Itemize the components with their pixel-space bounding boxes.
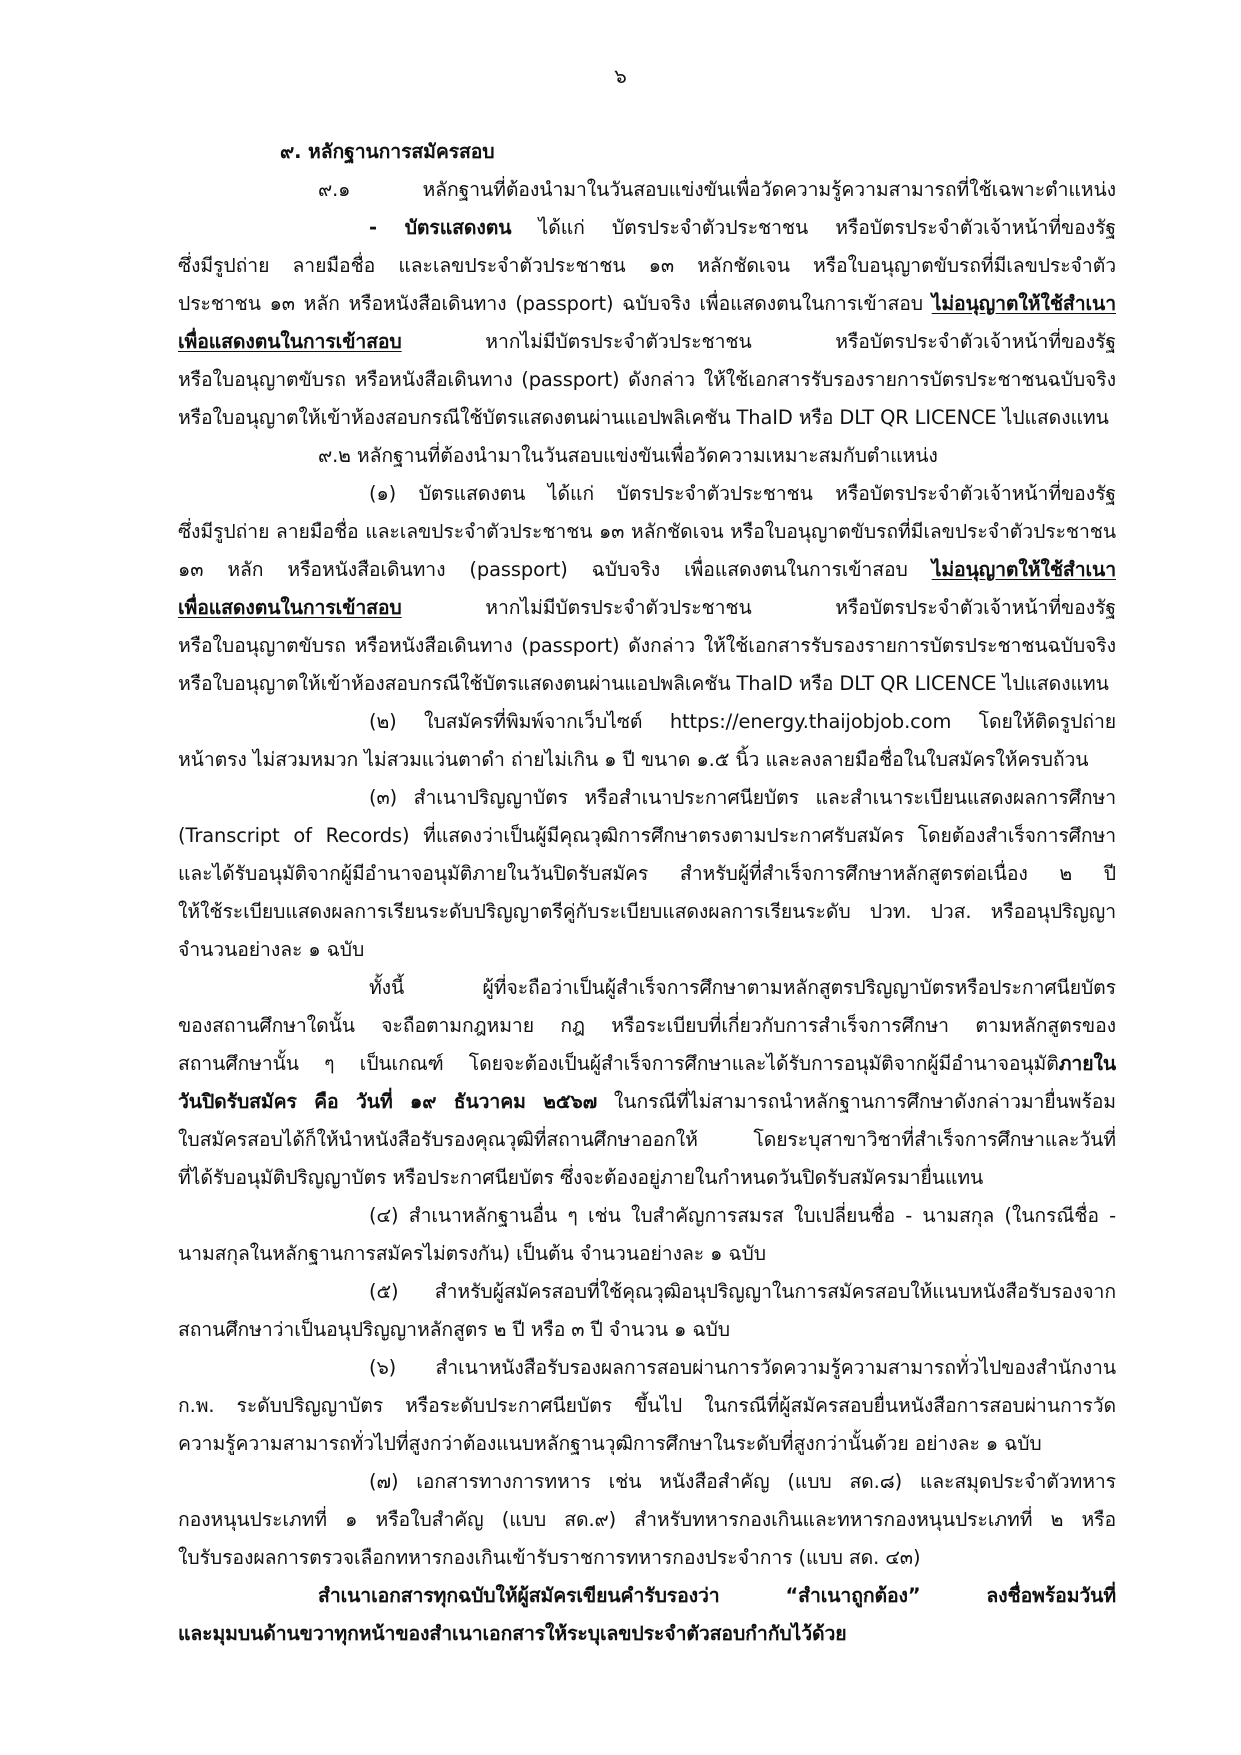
s92-item3: (๓) สำเนาปริญญาบัตร หรือสำเนาประกาศนียบัตร และสำเนาระเบียนแสดงผลการศึกษา — [369, 786, 1116, 809]
s92-item5: (๕) สำหรับผู้สมัครสอบที่ใช้คุณวุฒิอนุปริญญาในการสมัครสอบให้แนบหนังสือรับรองจาก — [369, 1280, 1116, 1303]
s92-note: วันปิดรับสมัคร คือ วันที่ ๑๙ ธันวาคม ๒๕๖๗ ในกรณีที่ไม่สามารถนำหลักฐานการศึกษาดังกล่าวมายื่นพร้อม — [178, 1090, 1116, 1113]
s92-item1: หรือใบอนุญาตขับรถ หรือหนังสือเดินทาง (passport) ดังกล่าว ให้ใช้เอกสารรับรองรายการบัตรประชาชนฉบับจริง — [178, 634, 1116, 657]
deadline-date: วันปิดรับสมัคร คือ วันที่ ๑๙ ธันวาคม ๒๕๖๗ — [178, 1090, 598, 1113]
s92-note: ทั้งนี้ ผู้ที่จะถือว่าเป็นผู้สำเร็จการศึกษาตามหลักสูตรปริญญาบัตรหรือประกาศนียบัตร — [369, 976, 1116, 999]
s92-item1: หรือใบอนุญาตให้เข้าห้องสอบกรณีใช้บัตรแสดงตนผ่านแอปพลิเคชัน ThaID หรือ DLT QR LICENCE ไปแสดงแทน — [178, 672, 1109, 695]
final-note: และมุมบนด้านขวาทุกหน้าของสำเนาเอกสารให้ระบุเลขประจำตัวสอบกำกับไว้ด้วย — [178, 1622, 847, 1645]
s91-title: ๙.๑ หลักฐานที่ต้องนำมาในวันสอบแข่งขันเพื่อวัดความรู้ความสามารถที่ใช้เฉพาะตำแหน่ง — [318, 178, 1116, 201]
s91-line: เพื่อแสดงตนในการเข้าสอบ หากไม่มีบัตรประจำตัวประชาชน หรือบัตรประจำตัวเจ้าหน้าที่ของรัฐ — [178, 330, 1116, 353]
s92-item1: ๑๓ หลัก หรือหนังสือเดินทาง (passport) ฉบับจริง เพื่อแสดงตนในการเข้าสอบ ไม่อนุญาตให้ใช้สำเนา — [178, 558, 1116, 581]
s92-item3: และได้รับอนุมัติจากผู้มีอำนาจอนุมัติภายในวันปิดรับสมัคร สำหรับผู้ที่สำเร็จการศึกษาหลักสูตรต่อเนื่อง ๒ ปี — [178, 862, 1116, 885]
s91-idcard-label: - บัตรแสดงตน — [369, 216, 512, 239]
s92-item7: ใบรับรองผลการตรวจเลือกทหารกองเกินเข้ารับราชการทหารกองประจำการ (แบบ สด. ๔๓) — [178, 1546, 921, 1569]
s91-line: ซึ่งมีรูปถ่าย ลายมือชื่อ และเลขประจำตัวประชาชน ๑๓ หลักชัดเจน หรือใบอนุญาตขับรถที่มีเลขประจำตัว — [178, 254, 1116, 277]
no-copy-warning-cont: เพื่อแสดงตนในการเข้าสอบ — [178, 330, 402, 353]
s92-note: สถานศึกษานั้น ๆ เป็นเกณฑ์ โดยจะต้องเป็นผู้สำเร็จการศึกษาและได้รับการอนุมัติจากผู้มีอำนาจอนุมัติภายใน — [178, 1052, 1116, 1075]
s92-item3: ให้ใช้ระเบียบแสดงผลการเรียนระดับปริญญาตรีคู่กับระเบียบแสดงผลการเรียนระดับ ปวท. ปวส. หรืออนุปริญญา — [178, 900, 1116, 923]
s92-item6: ความรู้ความสามารถทั่วไปที่สูงกว่าต้องแนบหลักฐานวุฒิการศึกษาในระดับที่สูงกว่านั้นด้วย อย่างละ ๑ ฉบับ — [178, 1432, 1042, 1455]
s91-line: - บัตรแสดงตน ได้แก่ บัตรประจำตัวประชาชน หรือบัตรประจำตัวเจ้าหน้าที่ของรัฐ — [369, 216, 1116, 239]
deadline-text: ภายใน — [1058, 1052, 1116, 1075]
s92-item3: (Transcript of Records) ที่แสดงว่าเป็นผู้มีคุณวุฒิการศึกษาตรงตามประกาศรับสมัคร โดยต้องสำเร็จการศึกษา — [178, 824, 1116, 847]
s92-note: ของสถานศึกษาใดนั้น จะถือตามกฎหมาย กฎ หรือระเบียบที่เกี่ยวกับการสำเร็จการศึกษา ตามหลักสูตรของ — [178, 1014, 1116, 1037]
s92-item1: ซึ่งมีรูปถ่าย ลายมือชื่อ และเลขประจำตัวประชาชน ๑๓ หลักชัดเจน หรือใบอนุญาตขับรถที่มีเลขประจำตัวประชาชน — [178, 520, 1116, 543]
s92-item3: จำนวนอย่างละ ๑ ฉบับ — [178, 938, 365, 961]
no-copy-warning-cont: เพื่อแสดงตนในการเข้าสอบ — [178, 596, 402, 619]
s92-note: ใบสมัครสอบได้ก็ให้นำหนังสือรับรองคุณวุฒิที่สถานศึกษาออกให้ โดยระบุสาขาวิชาที่สำเร็จการศึกษาและวันที่ — [178, 1128, 1116, 1151]
no-copy-warning: ไม่อนุญาตให้ใช้สำเนา — [931, 292, 1116, 315]
s92-item4: (๔) สำเนาหลักฐานอื่น ๆ เช่น ใบสำคัญการสมรส ใบเปลี่ยนชื่อ - นามสกุล (ในกรณีชื่อ - — [369, 1204, 1116, 1227]
s91-line: หรือใบอนุญาตขับรถ หรือหนังสือเดินทาง (passport) ดังกล่าว ให้ใช้เอกสารรับรองรายการบัตรประชาชนฉบับจริง — [178, 368, 1116, 391]
s92-item1: เพื่อแสดงตนในการเข้าสอบ หากไม่มีบัตรประจำตัวประชาชน หรือบัตรประจำตัวเจ้าหน้าที่ของรัฐ — [178, 596, 1116, 619]
s92-item7: กองหนุนประเภทที่ ๑ หรือใบสำคัญ (แบบ สด.๙) สำหรับทหารกองเกินและทหารกองหนุนประเภทที่ ๒ หรือ — [178, 1508, 1116, 1531]
s92-item1: (๑) บัตรแสดงตน ได้แก่ บัตรประจำตัวประชาชน หรือบัตรประจำตัวเจ้าหน้าที่ของรัฐ — [369, 482, 1116, 505]
s92-item4: นามสกุลในหลักฐานการสมัครไม่ตรงกัน) เป็นต้น จำนวนอย่างละ ๑ ฉบับ — [178, 1242, 766, 1265]
s92-item5: สถานศึกษาว่าเป็นอนุปริญญาหลักสูตร ๒ ปี หรือ ๓ ปี จำนวน ๑ ฉบับ — [178, 1318, 730, 1341]
s92-item7: (๗) เอกสารทางการทหาร เช่น หนังสือสำคัญ (แบบ สด.๘) และสมุดประจำตัวทหาร — [369, 1470, 1116, 1493]
s91-line: ประชาชน ๑๓ หลัก หรือหนังสือเดินทาง (passport) ฉบับจริง เพื่อแสดงตนในการเข้าสอบ ไม่อนุญาตให้ใช้สำเนา — [178, 292, 1116, 315]
s92-item6: ก.พ. ระดับปริญญาบัตร หรือระดับประกาศนียบัตร ขึ้นไป ในกรณีที่ผู้สมัครสอบยื่นหนังสือการสอบผ่านการวัด — [178, 1394, 1116, 1417]
s92-item6: (๖) สำเนาหนังสือรับรองผลการสอบผ่านการวัดความรู้ความสามารถทั่วไปของสำนักงาน — [369, 1356, 1116, 1379]
s92-item2: หน้าตรง ไม่สวมหมวก ไม่สวมแว่นตาดำ ถ่ายไม่เกิน ๑ ปี ขนาด ๑.๕ นิ้ว และลงลายมือชื่อในใบสมัครให้ครบถ้วน — [178, 748, 1089, 771]
s92-note: ที่ได้รับอนุมัติปริญญาบัตร หรือประกาศนียบัตร ซึ่งจะต้องอยู่ภายในกำหนดวันปิดรับสมัครมายื่นแทน — [178, 1166, 984, 1189]
s92-title: ๙.๒ หลักฐานที่ต้องนำมาในวันสอบแข่งขันเพื่อวัดความเหมาะสมกับตำแหน่ง — [318, 444, 938, 467]
page-number: ๖ — [614, 64, 627, 88]
s91-line: หรือใบอนุญาตให้เข้าห้องสอบกรณีใช้บัตรแสดงตนผ่านแอปพลิเคชัน ThaID หรือ DLT QR LICENCE ไปแสดงแทน — [178, 406, 1109, 429]
no-copy-warning: ไม่อนุญาตให้ใช้สำเนา — [931, 558, 1116, 581]
s92-item2: (๒) ใบสมัครที่พิมพ์จากเว็บไซต์ https://energy.thaijobjob.com โดยให้ติดรูปถ่าย — [369, 710, 1116, 733]
section-heading: ๙. หลักฐานการสมัครสอบ — [280, 140, 495, 163]
final-note: สำเนาเอกสารทุกฉบับให้ผู้สมัครเขียนคำรับรองว่า “สำเนาถูกต้อง” ลงชื่อพร้อมวันที่ — [318, 1584, 1116, 1607]
